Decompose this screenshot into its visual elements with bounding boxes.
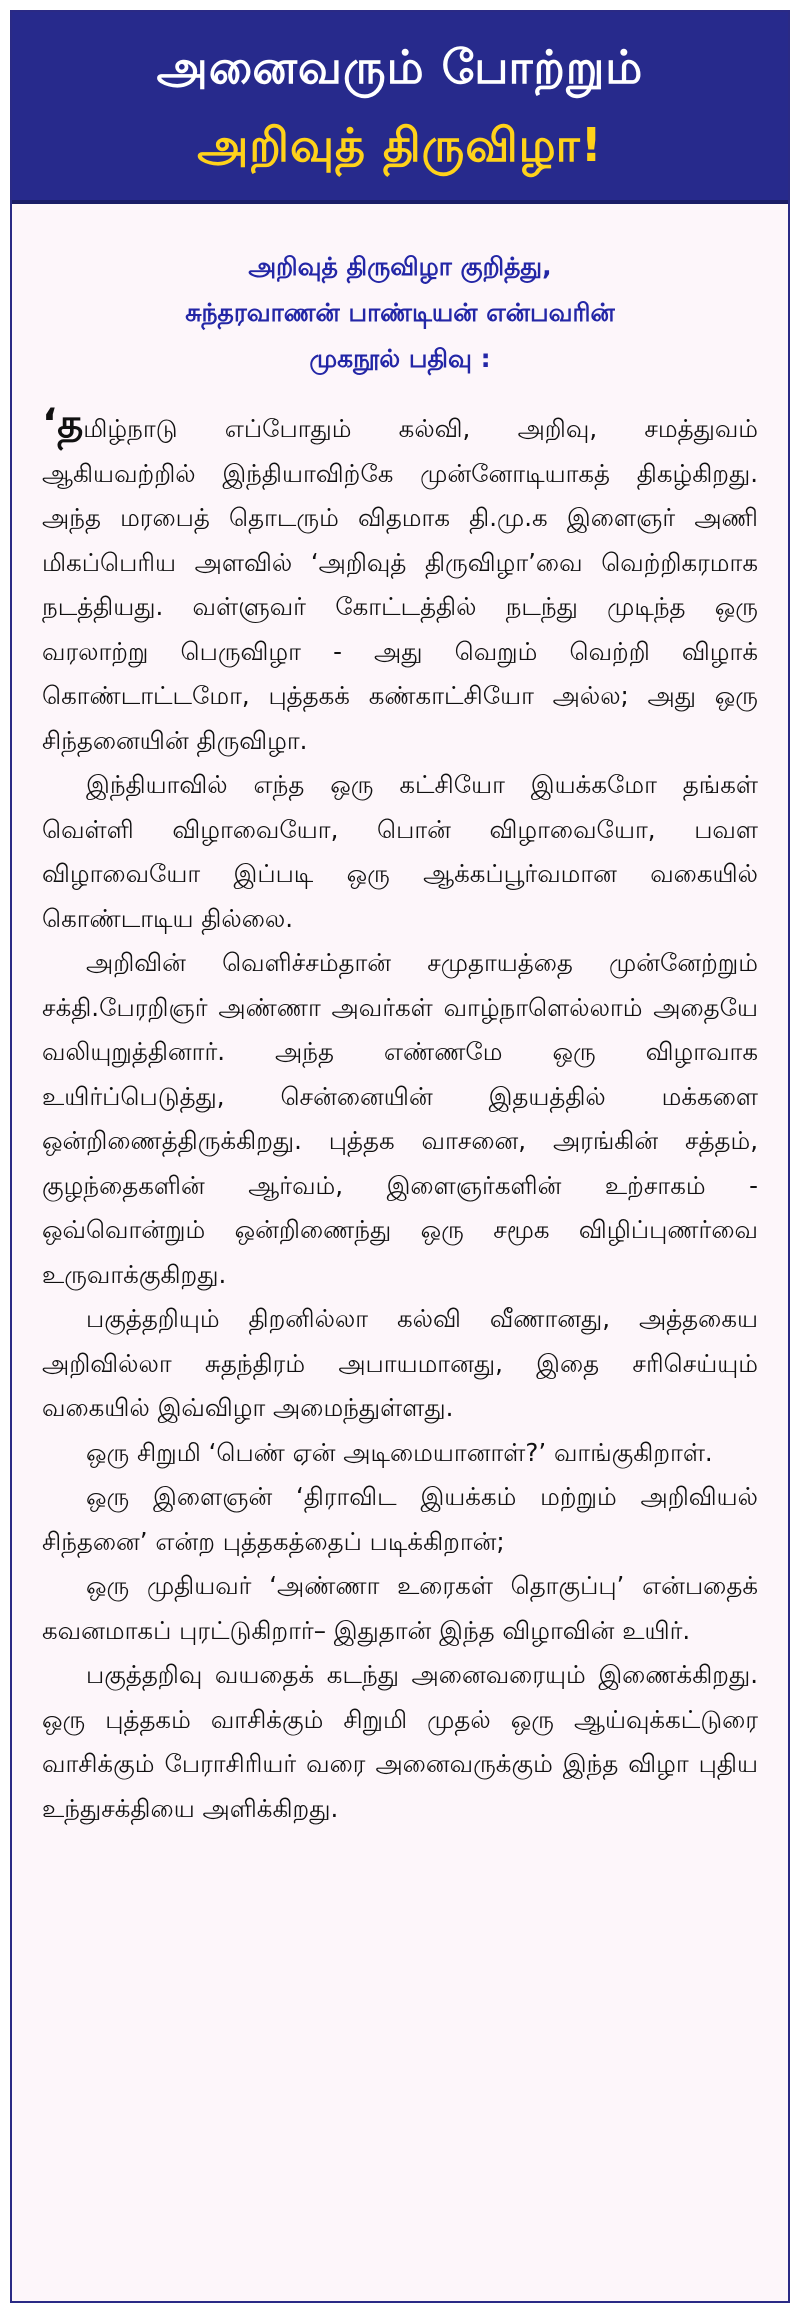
paragraph-3: அறிவின் வெளிச்சம்தான் சமுதாயத்தை முன்னேற்றும் சக்தி.பேரறிஞர் அண்ணா அவர்கள் வாழ்நாளெல்லாம் அதையே வலியுறுத்தினார். அந்த எண்ணமே ஒரு விழாவாக உயிர்ப்பெடுத்து, சென்னையின் இதயத்தில் மக்களை ஒன்றிணைத்திருக்கிறது. புத்தக வாசனை, அரங்கின் சத்தம், குழந்தைகளின் ஆர்வம், இளைஞர்களின் உற்சாகம் - ஒவ்வொன்றும் ஒன்றிணைந்து ஒரு சமூக விழிப்புணர்வை உருவாக்குகிறது. bbox=[42, 948, 758, 1289]
article-page bbox=[10, 10, 790, 2303]
article-body bbox=[12, 382, 788, 1831]
headline-line-1: அனைவரும் போற்றும் bbox=[156, 40, 644, 94]
intro-block bbox=[12, 244, 788, 382]
paragraph-2: இந்தியாவில் எந்த ஒரு கட்சியோ இயக்கமோ தங்கள் வெள்ளி விழாவையோ, பொன் விழாவையோ, பவள விழாவையோ இப்படி ஒரு ஆக்கப்பூர்வமான வகையில் கொண்டாடிய தில்லை. bbox=[42, 770, 758, 933]
headline-line-2: அறிவுத் திருவிழா! bbox=[197, 118, 603, 172]
drop-cap: த bbox=[57, 401, 84, 447]
paragraph-5: ஒரு சிறுமி ‘பெண் ஏன் அடிமையானாள்?’ வாங்குகிறாள். bbox=[86, 1437, 713, 1467]
paragraph-8: பகுத்தறிவு வயதைக் கடந்து அனைவரையும் இணைக்கிறது. ஒரு புத்தகம் வாசிக்கும் சிறுமி முதல் ஒரு ஆய்வுக்கட்டுரை வாசிக்கும் பேராசிரியர் வரை அனைவருக்கும் இந்த விழா புதிய உந்துசக்தியை அளிக்கிறது. bbox=[42, 1660, 758, 1823]
paragraph-1 bbox=[42, 402, 758, 763]
intro-line-1: அறிவுத் திருவிழா குறித்து, bbox=[248, 252, 552, 281]
intro-line-3: முகநூல் பதிவு : bbox=[309, 344, 491, 373]
intro-line-2: சுந்தரவாணன் பாண்டியன் என்பவரின் bbox=[185, 298, 615, 327]
paragraph-4: பகுத்தறியும் திறனில்லா கல்வி வீணானது, அத்தகைய அறிவில்லா சுதந்திரம் அபாயமானது, இதை சரிசெய்யும் வகையில் இவ்விழா அமைந்துள்ளது. bbox=[42, 1304, 758, 1422]
headline-banner bbox=[12, 12, 788, 204]
paragraph-7: ஒரு முதியவர் ‘அண்ணா உரைகள் தொகுப்பு’ என்பதைக் கவனமாகப் புரட்டுகிறார்– இதுதான் இந்த விழாவின் உயிர். bbox=[42, 1571, 758, 1645]
opening-quote: ‘ bbox=[42, 401, 58, 447]
paragraph-1-text: மிழ்நாடு எப்போதும் கல்வி, அறிவு, சமத்துவம் ஆகியவற்றில் இந்தியாவிற்கே முன்னோடியாகத் திகழ்கிறது. அந்த மரபைத் தொடரும் விதமாக தி.மு.க இளைஞர் அணி மிகப்பெரிய அளவில் ‘அறிவுத் திருவிழா’வை வெற்றிகரமாக நடத்தியது. வள்ளுவர் கோட்டத்தில் நடந்து முடிந்த ஒரு வரலாற்று பெருவிழா - அது வெறும் வெற்றி விழாக் கொண்டாட்டமோ, புத்தகக் கண்காட்சியோ அல்ல; அது ஒரு சிந்தனையின் திருவிழா. bbox=[42, 414, 759, 755]
paragraph-6: ஒரு இளைஞன் ‘திராவிட இயக்கம் மற்றும் அறிவியல் சிந்தனை’ என்ற புத்தகத்தைப் படிக்கிறான்; bbox=[42, 1482, 758, 1556]
